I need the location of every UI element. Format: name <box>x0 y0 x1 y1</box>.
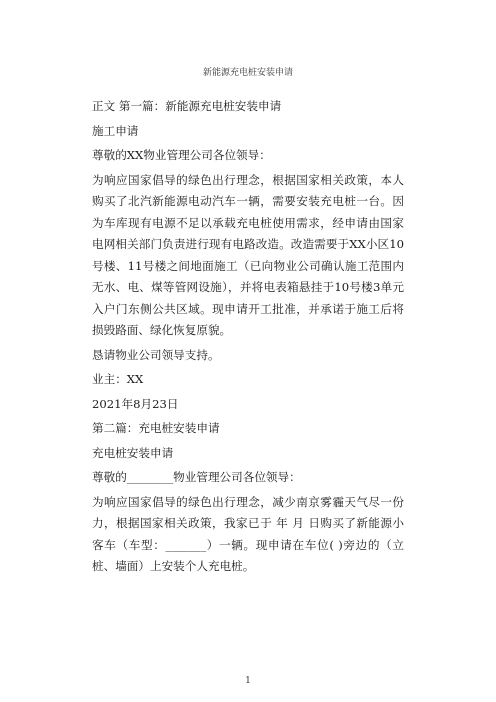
page-number: 1 <box>245 676 251 686</box>
subheading: 充电桩安装申请 <box>92 445 174 460</box>
date-line: 2021年8月23日 <box>92 396 179 411</box>
signature-owner: 业主：XX <box>92 372 144 386</box>
paragraph: 为响应国家倡导的绿色出行理念，根据国家相关政策，本人购买了北汽新能源电动汽车一辆，需要安装充电桩一台。因为车库现有电源不足以承载充电桩使用需求，经申请由国家电网相关部门负责进行现有电路改造。改造需要于XX小区10号楼、11号楼之间地面施工（已向物业公司确认施工范围内无水、电、煤等管网设施），并将电表箱悬挂于10号楼3单元入户门东侧公共区域。现申请开工批准，并承诺于施工后将损毁路面、绿化恢复原貌。 <box>92 172 404 337</box>
section-heading-1: 正文 第一篇：新能源充电桩安装申请 <box>92 99 282 113</box>
salutation: 尊敬的________物业管理公司各位领导： <box>92 470 301 484</box>
closing-line: 恳请物业公司领导支持。 <box>92 347 220 362</box>
salutation: 尊敬的XX物业管理公司各位领导： <box>92 148 271 162</box>
document-body <box>92 96 404 581</box>
section-heading-2: 第二篇：充电桩安装申请 <box>92 421 220 435</box>
running-header: 新能源充电桩安装申请 <box>202 68 293 78</box>
subheading: 施工申请 <box>92 123 139 138</box>
paragraph: 为响应国家倡导的绿色出行理念，减少南京雾霾天气尽一份力，根据国家相关政策，我家已于 年 月 日购买了新能源小客车（车型：_______）一辆。现申请在车位( )旁边的（立桩、墙面）上安装个人充电桩。 <box>92 494 404 573</box>
